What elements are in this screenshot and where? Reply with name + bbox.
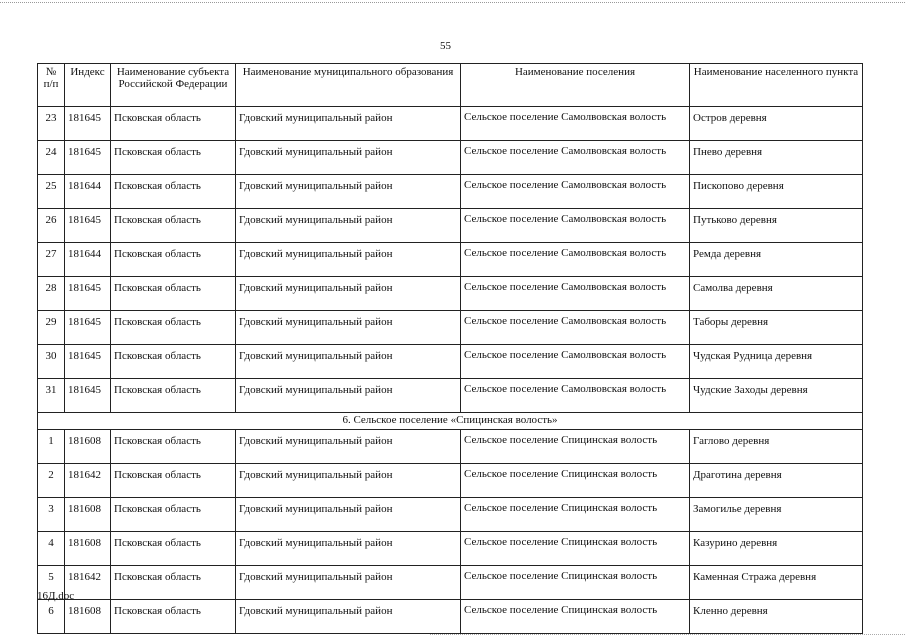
cell-settlement: Сельское поселение Самолвовская волость [461, 345, 690, 379]
scan-bottom-edge [430, 634, 905, 635]
cell-index: 181608 [65, 600, 111, 634]
cell-municipality: Гдовский муниципальный район [236, 532, 461, 566]
cell-settlement: Сельское поселение Самолвовская волость [461, 107, 690, 141]
cell-locality: Таборы деревня [690, 311, 863, 345]
cell-number: 28 [38, 277, 65, 311]
cell-locality: Казурино деревня [690, 532, 863, 566]
cell-settlement: Сельское поселение Спицинская волость [461, 600, 690, 634]
cell-municipality: Гдовский муниципальный район [236, 209, 461, 243]
table-row [38, 566, 863, 600]
cell-number: 30 [38, 345, 65, 379]
cell-municipality: Гдовский муниципальный район [236, 107, 461, 141]
cell-subject: Псковская область [111, 107, 236, 141]
table-row [38, 532, 863, 566]
cell-subject: Псковская область [111, 464, 236, 498]
cell-municipality: Гдовский муниципальный район [236, 345, 461, 379]
cell-number: 4 [38, 532, 65, 566]
cell-locality: Каменная Стража деревня [690, 566, 863, 600]
cell-locality: Пнево деревня [690, 141, 863, 175]
table-row [38, 175, 863, 209]
cell-locality: Путьково деревня [690, 209, 863, 243]
cell-settlement: Сельское поселение Самолвовская волость [461, 209, 690, 243]
cell-number: 3 [38, 498, 65, 532]
cell-index: 181645 [65, 345, 111, 379]
table-row [38, 600, 863, 634]
cell-municipality: Гдовский муниципальный район [236, 141, 461, 175]
cell-settlement: Сельское поселение Самолвовская волость [461, 175, 690, 209]
cell-settlement: Сельское поселение Спицинская волость [461, 430, 690, 464]
cell-number: 2 [38, 464, 65, 498]
cell-number: 29 [38, 311, 65, 345]
table-row [38, 498, 863, 532]
cell-settlement: Сельское поселение Самолвовская волость [461, 277, 690, 311]
table-row [38, 464, 863, 498]
cell-subject: Псковская область [111, 498, 236, 532]
cell-settlement: Сельское поселение Спицинская волость [461, 532, 690, 566]
cell-locality: Гаглово деревня [690, 430, 863, 464]
table-row [38, 277, 863, 311]
cell-index: 181644 [65, 243, 111, 277]
cell-index: 181645 [65, 311, 111, 345]
cell-municipality: Гдовский муниципальный район [236, 379, 461, 413]
cell-settlement: Сельское поселение Спицинская волость [461, 464, 690, 498]
cell-locality: Самолва деревня [690, 277, 863, 311]
cell-index: 181645 [65, 209, 111, 243]
cell-locality: Чудские Заходы деревня [690, 379, 863, 413]
cell-subject: Псковская область [111, 243, 236, 277]
cell-subject: Псковская область [111, 175, 236, 209]
cell-number: 25 [38, 175, 65, 209]
cell-municipality: Гдовский муниципальный район [236, 243, 461, 277]
section-title: 6. Сельское поселение «Спицинская волость» [38, 413, 863, 430]
cell-subject: Псковская область [111, 141, 236, 175]
header-municipality: Наименование муниципального образования [236, 64, 461, 107]
cell-locality: Ремда деревня [690, 243, 863, 277]
header-number: № п/п [38, 64, 65, 107]
cell-municipality: Гдовский муниципальный район [236, 277, 461, 311]
cell-subject: Псковская область [111, 532, 236, 566]
cell-settlement: Сельское поселение Самолвовская волость [461, 243, 690, 277]
cell-locality: Замогилье деревня [690, 498, 863, 532]
cell-municipality: Гдовский муниципальный район [236, 430, 461, 464]
cell-number: 24 [38, 141, 65, 175]
cell-index: 181642 [65, 566, 111, 600]
cell-number: 5 [38, 566, 65, 600]
cell-index: 181608 [65, 498, 111, 532]
cell-municipality: Гдовский муниципальный район [236, 464, 461, 498]
cell-municipality: Гдовский муниципальный район [236, 311, 461, 345]
cell-subject: Псковская область [111, 600, 236, 634]
cell-index: 181645 [65, 379, 111, 413]
cell-municipality: Гдовский муниципальный район [236, 175, 461, 209]
document-filename: 16Д.doc [37, 590, 75, 602]
cell-locality: Кленно деревня [690, 600, 863, 634]
cell-subject: Псковская область [111, 311, 236, 345]
cell-subject: Псковская область [111, 379, 236, 413]
cell-municipality: Гдовский муниципальный район [236, 600, 461, 634]
cell-index: 181645 [65, 141, 111, 175]
cell-settlement: Сельское поселение Спицинская волость [461, 498, 690, 532]
cell-subject: Псковская область [111, 345, 236, 379]
section-row [38, 413, 863, 430]
cell-locality: Пископово деревня [690, 175, 863, 209]
table-row [38, 243, 863, 277]
cell-index: 181644 [65, 175, 111, 209]
cell-number: 6 [38, 600, 65, 634]
table-row [38, 311, 863, 345]
cell-locality: Чудская Рудница деревня [690, 345, 863, 379]
table-row [38, 209, 863, 243]
header-locality: Наименование населенного пункта [690, 64, 863, 107]
table-row [38, 430, 863, 464]
cell-subject: Псковская область [111, 430, 236, 464]
cell-index: 181608 [65, 430, 111, 464]
cell-number: 23 [38, 107, 65, 141]
cell-settlement: Сельское поселение Самолвовская волость [461, 311, 690, 345]
table-row [38, 345, 863, 379]
settlements-table [37, 63, 863, 634]
header-index: Индекс [65, 64, 111, 107]
table-row [38, 141, 863, 175]
cell-settlement: Сельское поселение Самолвовская волость [461, 141, 690, 175]
header-settlement: Наименование поселения [461, 64, 690, 107]
header-subject: Наименование субъекта Российской Федерации [111, 64, 236, 107]
table-row [38, 107, 863, 141]
cell-settlement: Сельское поселение Самолвовская волость [461, 379, 690, 413]
cell-number: 1 [38, 430, 65, 464]
cell-subject: Псковская область [111, 209, 236, 243]
cell-number: 31 [38, 379, 65, 413]
cell-municipality: Гдовский муниципальный район [236, 498, 461, 532]
cell-settlement: Сельское поселение Спицинская волость [461, 566, 690, 600]
page-number: 55 [440, 40, 451, 52]
cell-index: 181642 [65, 464, 111, 498]
cell-locality: Драготина деревня [690, 464, 863, 498]
cell-index: 181645 [65, 277, 111, 311]
cell-subject: Псковская область [111, 277, 236, 311]
cell-index: 181608 [65, 532, 111, 566]
cell-number: 26 [38, 209, 65, 243]
cell-number: 27 [38, 243, 65, 277]
table-row [38, 379, 863, 413]
cell-index: 181645 [65, 107, 111, 141]
cell-municipality: Гдовский муниципальный район [236, 566, 461, 600]
scan-top-edge [0, 2, 905, 3]
cell-locality: Остров деревня [690, 107, 863, 141]
table-header-row [38, 64, 863, 107]
cell-subject: Псковская область [111, 566, 236, 600]
